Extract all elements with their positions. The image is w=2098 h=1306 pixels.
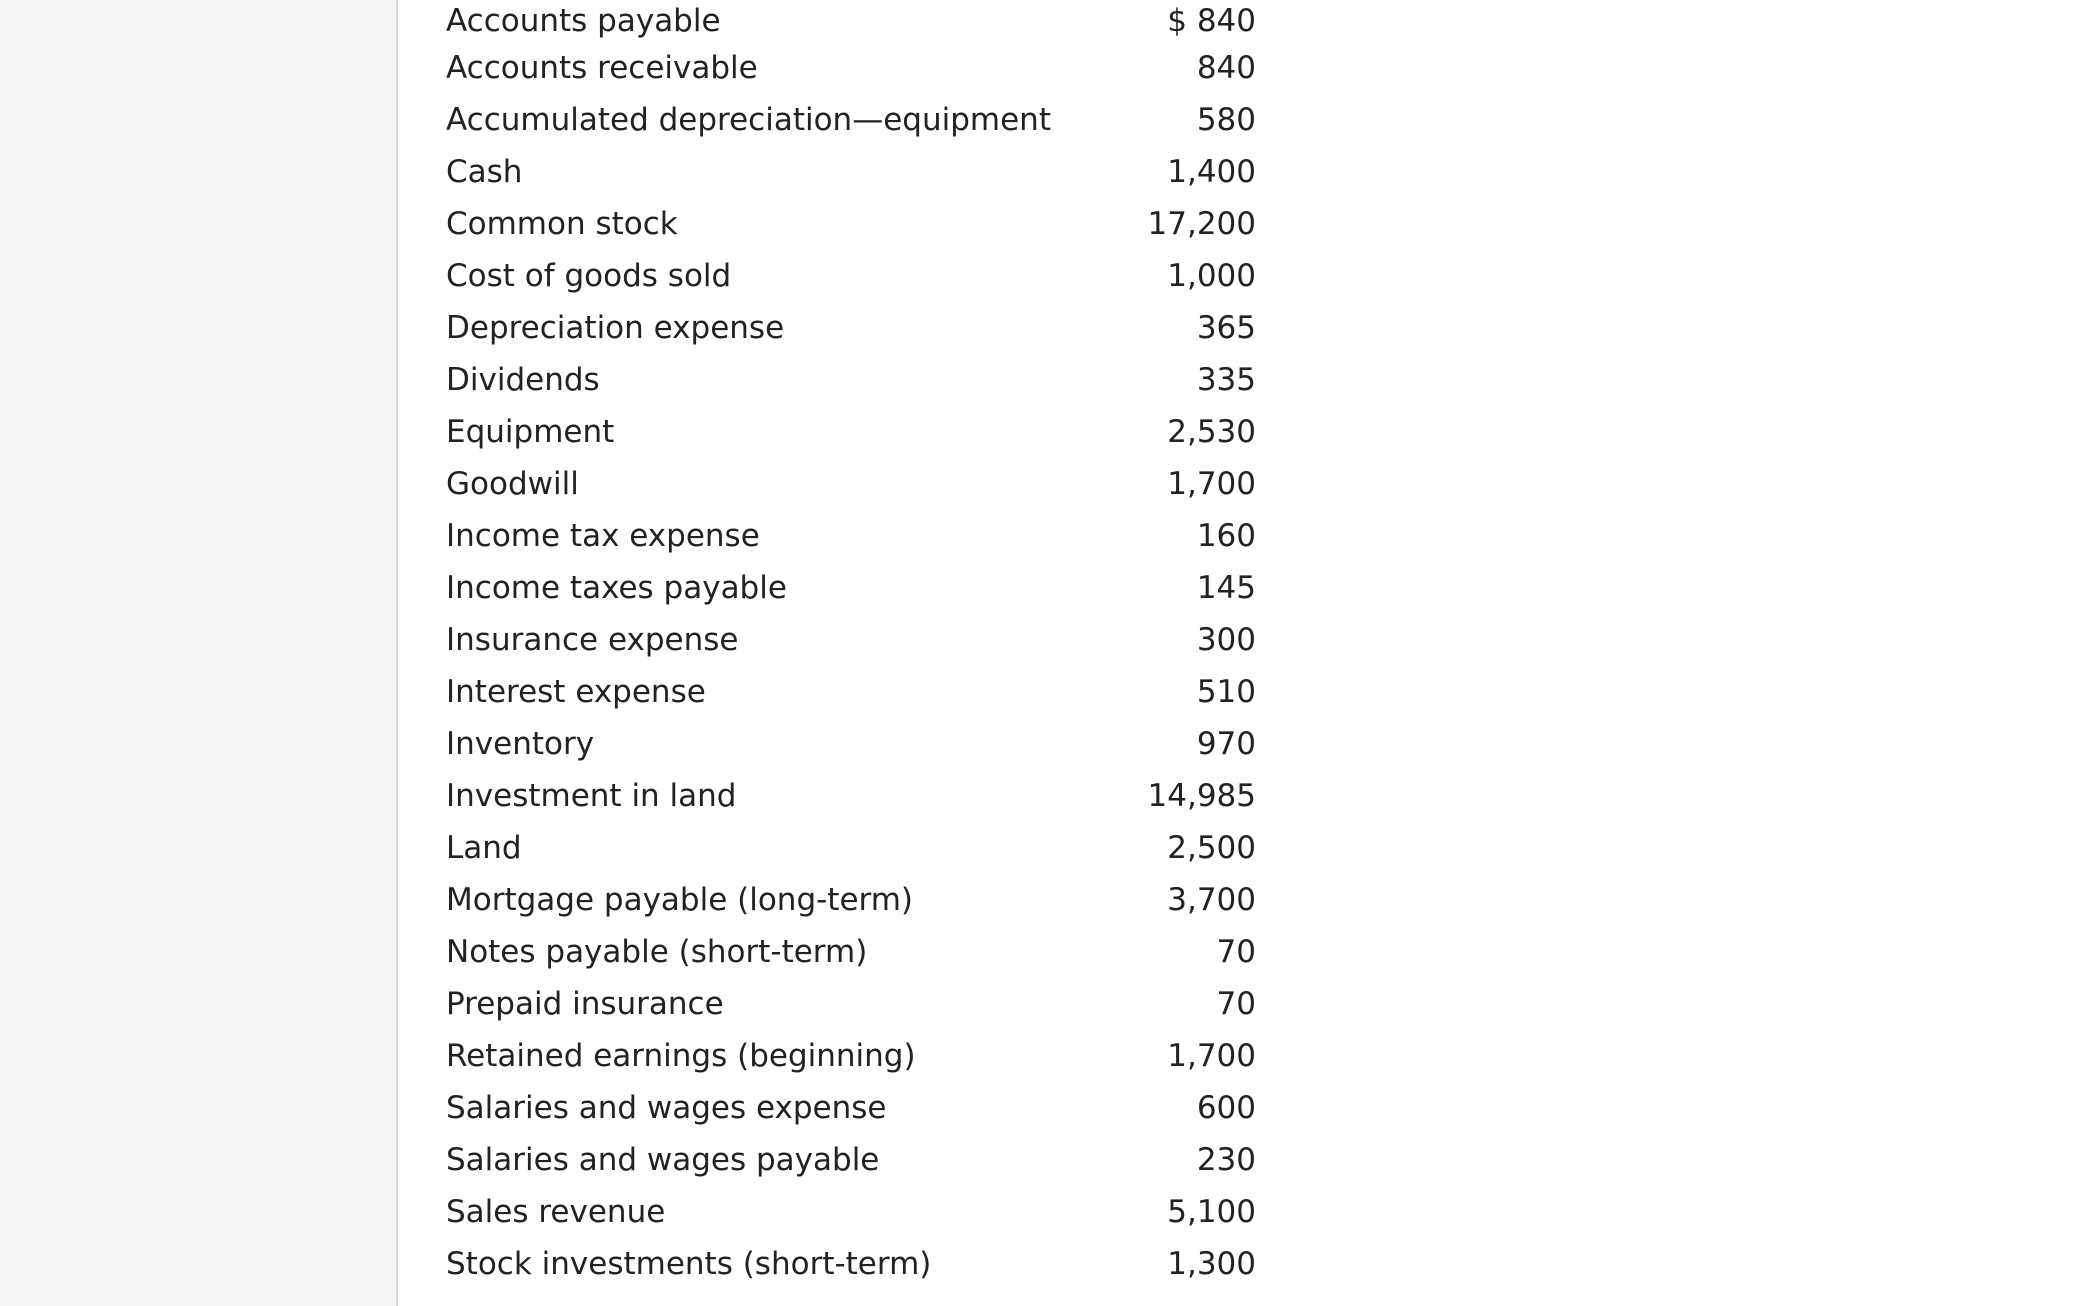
table-row <box>446 562 1256 614</box>
account-name: Investment in land <box>446 778 737 814</box>
account-name: Cost of goods sold <box>446 258 732 294</box>
table-row <box>446 458 1256 510</box>
table-row <box>446 770 1256 822</box>
account-name: Inventory <box>446 726 595 762</box>
table-row <box>446 1186 1256 1238</box>
account-amount: 1,300 <box>1167 1246 1256 1282</box>
account-name: Notes payable (short-term) <box>446 934 868 970</box>
account-amount: 70 <box>1216 934 1256 970</box>
account-amount: 300 <box>1196 622 1256 658</box>
table-row <box>446 302 1256 354</box>
account-name: Income tax expense <box>446 518 760 554</box>
table-row <box>446 614 1256 666</box>
table-row <box>446 94 1256 146</box>
account-name: Cash <box>446 154 523 190</box>
account-amount: $ 840 <box>1167 3 1256 39</box>
account-amount: 230 <box>1196 1142 1256 1178</box>
table-row <box>446 926 1256 978</box>
table-row <box>446 666 1256 718</box>
accounts-table <box>446 0 1256 1290</box>
account-amount: 365 <box>1196 310 1256 346</box>
account-name: Income taxes payable <box>446 570 787 606</box>
account-amount: 70 <box>1216 986 1256 1022</box>
account-name: Accounts payable <box>446 3 721 39</box>
content-area <box>399 0 2098 1306</box>
account-amount: 2,500 <box>1167 830 1256 866</box>
account-name: Land <box>446 830 522 866</box>
table-row <box>446 1238 1256 1290</box>
table-row <box>446 1030 1256 1082</box>
account-name: Insurance expense <box>446 622 739 658</box>
account-amount: 1,400 <box>1167 154 1256 190</box>
account-amount: 600 <box>1196 1090 1256 1126</box>
table-row <box>446 1134 1256 1186</box>
account-name: Interest expense <box>446 674 706 710</box>
account-name: Stock investments (short-term) <box>446 1246 932 1282</box>
account-amount: 970 <box>1196 726 1256 762</box>
account-amount: 5,100 <box>1167 1194 1256 1230</box>
account-name: Salaries and wages payable <box>446 1142 880 1178</box>
account-amount: 1,000 <box>1167 258 1256 294</box>
table-row <box>446 822 1256 874</box>
table-row <box>446 42 1256 94</box>
account-amount: 840 <box>1196 50 1256 86</box>
account-name: Common stock <box>446 206 678 242</box>
accounts-table-body <box>446 0 1256 1290</box>
table-row <box>446 0 1256 42</box>
table-row <box>446 874 1256 926</box>
account-name: Accounts receivable <box>446 50 758 86</box>
account-amount: 17,200 <box>1147 206 1256 242</box>
table-row <box>446 250 1256 302</box>
table-row <box>446 406 1256 458</box>
account-amount: 3,700 <box>1167 882 1256 918</box>
account-amount: 160 <box>1196 518 1256 554</box>
account-name: Accumulated depreciation—equipment <box>446 102 1051 138</box>
account-amount: 2,530 <box>1167 414 1256 450</box>
account-name: Mortgage payable (long-term) <box>446 882 914 918</box>
table-row <box>446 198 1256 250</box>
account-amount: 510 <box>1196 674 1256 710</box>
account-amount: 145 <box>1196 570 1256 606</box>
table-row <box>446 510 1256 562</box>
account-amount: 1,700 <box>1167 1038 1256 1074</box>
account-name: Dividends <box>446 362 600 398</box>
account-amount: 14,985 <box>1147 778 1256 814</box>
account-name: Goodwill <box>446 466 579 502</box>
account-amount: 1,700 <box>1167 466 1256 502</box>
account-name: Prepaid insurance <box>446 986 724 1022</box>
account-name: Salaries and wages expense <box>446 1090 887 1126</box>
table-row <box>446 146 1256 198</box>
account-amount: 335 <box>1196 362 1256 398</box>
table-row <box>446 354 1256 406</box>
account-name: Retained earnings (beginning) <box>446 1038 916 1074</box>
table-row <box>446 978 1256 1030</box>
account-amount: 580 <box>1196 102 1256 138</box>
table-row <box>446 718 1256 770</box>
left-gutter <box>0 0 398 1306</box>
account-name: Depreciation expense <box>446 310 785 346</box>
account-name: Equipment <box>446 414 615 450</box>
table-row <box>446 1082 1256 1134</box>
account-name: Sales revenue <box>446 1194 666 1230</box>
